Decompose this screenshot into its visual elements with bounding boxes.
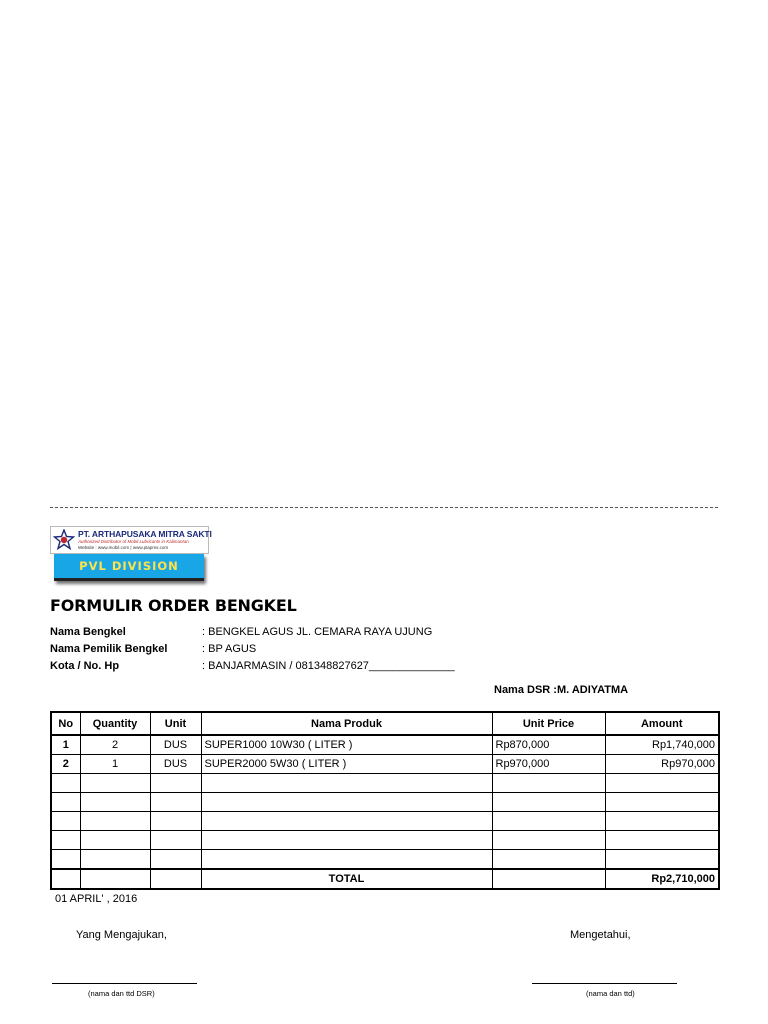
order-date: 01 APRIL' , 2016 <box>55 893 138 905</box>
table-row <box>51 850 719 870</box>
total-cell-empty <box>150 869 201 889</box>
table-row <box>51 793 719 812</box>
cell-unit-price <box>492 774 605 793</box>
approver-caption: (nama dan ttd) <box>586 989 635 998</box>
cell-product: SUPER1000 10W30 ( LITER ) <box>201 735 492 755</box>
cell-amount <box>605 774 719 793</box>
cell-unit-price: Rp870,000 <box>492 735 605 755</box>
cell-amount <box>605 793 719 812</box>
table-row <box>51 774 719 793</box>
col-header-amount: Amount <box>605 712 719 735</box>
table-row <box>51 755 719 774</box>
cell-quantity <box>80 793 150 812</box>
cell-product <box>201 850 492 870</box>
cell-unit <box>150 831 201 850</box>
col-header-no: No <box>51 712 80 735</box>
form-title: FORMULIR ORDER BENGKEL <box>50 596 297 615</box>
total-cell-empty <box>51 869 80 889</box>
submitter-label: Yang Mengajukan, <box>76 929 167 941</box>
cell-no <box>51 831 80 850</box>
total-cell-empty <box>492 869 605 889</box>
cell-no <box>51 774 80 793</box>
cell-amount: Rp1,740,000 <box>605 735 719 755</box>
cell-product <box>201 812 492 831</box>
total-amount: Rp2,710,000 <box>605 869 719 889</box>
cell-unit <box>150 793 201 812</box>
cell-product <box>201 793 492 812</box>
cell-unit <box>150 812 201 831</box>
company-website: Website : www.mobil.com | www.ptapms.com <box>78 545 169 550</box>
total-row <box>51 869 719 889</box>
col-header-unit: Unit <box>150 712 201 735</box>
cell-unit: DUS <box>150 755 201 774</box>
cell-no: 1 <box>51 735 80 755</box>
division-banner: PVL DIVISION <box>54 554 204 581</box>
table-header-row <box>51 712 719 735</box>
cell-quantity: 1 <box>80 755 150 774</box>
cell-product: SUPER2000 5W30 ( LITER ) <box>201 755 492 774</box>
field-label: Nama Pemilik Bengkel <box>50 643 168 655</box>
total-label: TOTAL <box>201 869 492 889</box>
cell-amount <box>605 850 719 870</box>
total-cell-empty <box>80 869 150 889</box>
cell-unit-price: Rp970,000 <box>492 755 605 774</box>
company-tagline: Authorized Distributor of Mobil Lubricants in Kalimantan <box>78 539 189 544</box>
cell-unit-price <box>492 850 605 870</box>
cell-product <box>201 831 492 850</box>
cell-unit-price <box>492 831 605 850</box>
submitter-signature-line <box>52 983 197 984</box>
col-header-nama-produk: Nama Produk <box>201 712 492 735</box>
approver-label: Mengetahui, <box>570 929 631 941</box>
field-label: Nama Bengkel <box>50 626 126 638</box>
table-row <box>51 735 719 755</box>
company-emblem-icon <box>53 529 75 551</box>
col-header-quantity: Quantity <box>80 712 150 735</box>
cell-no <box>51 812 80 831</box>
cell-unit-price <box>492 793 605 812</box>
field-value: : BENGKEL AGUS JL. CEMARA RAYA UJUNG <box>202 626 433 638</box>
cell-quantity <box>80 812 150 831</box>
cell-quantity <box>80 831 150 850</box>
cell-no: 2 <box>51 755 80 774</box>
cell-unit <box>150 774 201 793</box>
col-header-unit-price: Unit Price <box>492 712 605 735</box>
field-value: : BP AGUS <box>202 643 257 655</box>
cell-quantity: 2 <box>80 735 150 755</box>
dsr-name: Nama DSR :M. ADIYATMA <box>494 684 629 696</box>
cell-unit: DUS <box>150 735 201 755</box>
cell-no <box>51 850 80 870</box>
company-name: PT. ARTHAPUSAKA MITRA SAKTI <box>78 529 212 539</box>
cell-amount <box>605 831 719 850</box>
cell-unit <box>150 850 201 870</box>
approver-signature-line <box>532 983 677 984</box>
submitter-caption: (nama dan ttd DSR) <box>88 989 155 998</box>
cell-amount <box>605 812 719 831</box>
cell-amount: Rp970,000 <box>605 755 719 774</box>
cell-no <box>51 793 80 812</box>
table-row <box>51 831 719 850</box>
cell-product <box>201 774 492 793</box>
company-logo <box>50 526 212 554</box>
cell-quantity <box>80 850 150 870</box>
table-row <box>51 812 719 831</box>
field-label: Kota / No. Hp <box>50 660 120 672</box>
order-table <box>50 711 720 890</box>
cell-quantity <box>80 774 150 793</box>
cut-dashed-line <box>50 507 718 508</box>
field-value: : BANJARMASIN / 081348827627______________ <box>202 660 455 672</box>
cell-unit-price <box>492 812 605 831</box>
